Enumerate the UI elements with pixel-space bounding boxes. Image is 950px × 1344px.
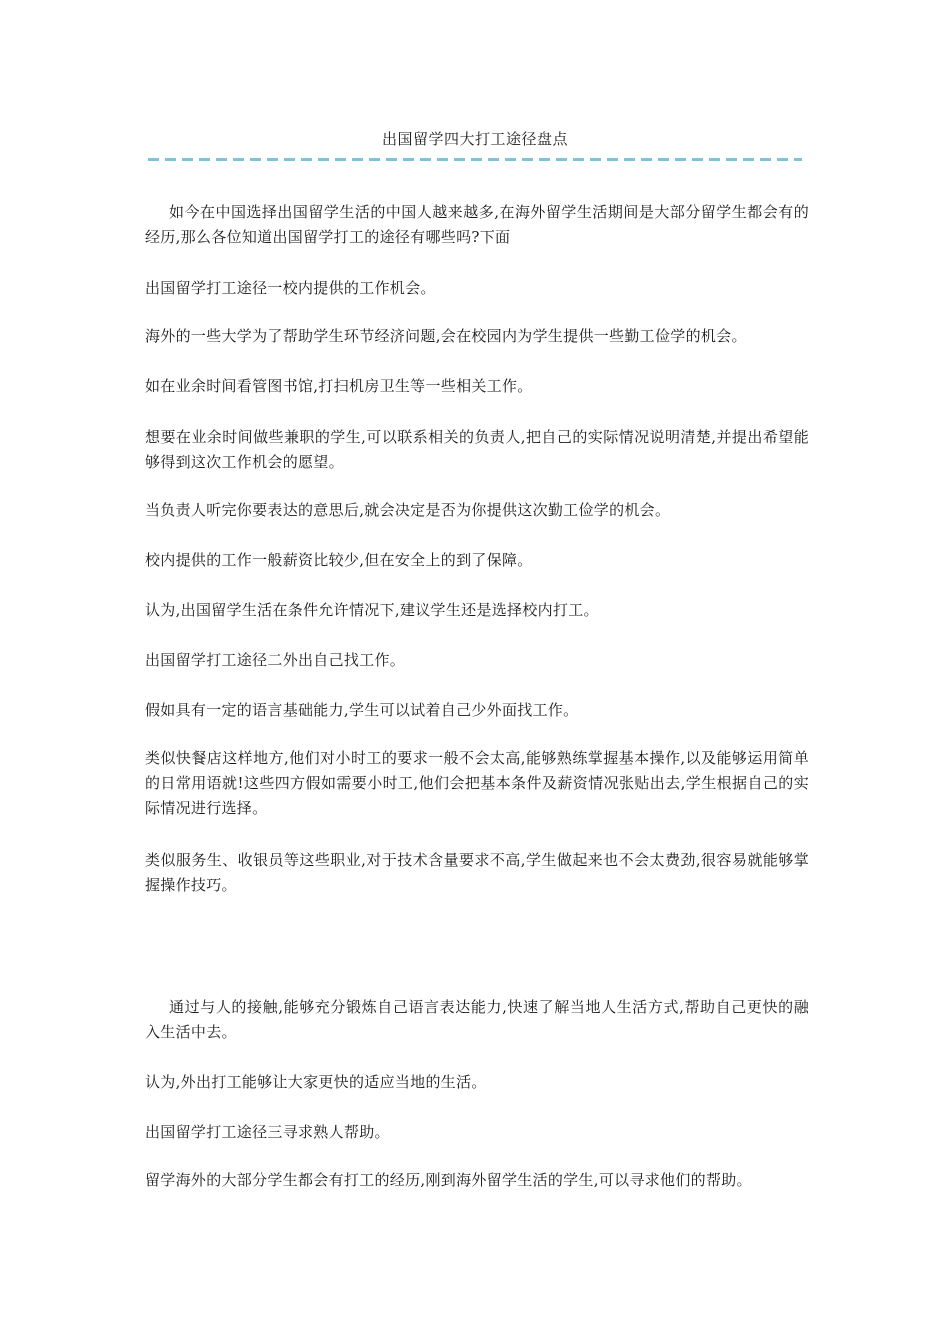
paragraph: 如在业余时间看管图书馆,打扫机房卫生等一些相关工作。: [145, 377, 533, 395]
paragraph: 海外的一些大学为了帮助学生环节经济问题,会在校园内为学生提供一些勤工俭学的机会。: [145, 327, 747, 345]
paragraph: 想要在业余时间做些兼职的学生,可以联系相关的负责人,把自己的实际情况说明清楚,并提出希望能够得到这次工作机会的愿望。: [145, 428, 809, 471]
paragraph: 类似快餐店这样地方,他们对小时工的要求一般不会太高,能够熟练掌握基本操作,以及能够运用简单的日常用语就!这些四方假如需要小时工,他们会把基本条件及薪资情况张贴出去,学生根据自己的实际情况进行选择。: [145, 749, 809, 817]
paragraph: 认为,外出打工能够让大家更快的适应当地的生活。: [145, 1073, 487, 1091]
paragraph-heading-route-1: 出国留学打工途径一校内提供的工作机会。: [145, 279, 436, 297]
paragraph-heading-route-3: 出国留学打工途径三寻求熟人帮助。: [145, 1123, 390, 1141]
paragraph-intro: 如今在中国选择出国留学生活的中国人越来越多,在海外留学生活期间是大部分留学生都会有的经历,那么各位知道出国留学打工的途径有哪些吗?下面: [145, 203, 809, 246]
paragraph: 当负责人听完你要表达的意思后,就会决定是否为你提供这次勤工俭学的机会。: [145, 501, 671, 519]
paragraph: 类似服务生、收银员等这些职业,对于技术含量要求不高,学生做起来也不会太费劲,很容易就能够掌握操作技巧。: [145, 851, 809, 894]
title-divider: [148, 158, 802, 161]
paragraph: 假如具有一定的语言基础能力,学生可以试着自己少外面找工作。: [145, 701, 579, 719]
paragraph: 留学海外的大部分学生都会有打工的经历,刚到海外留学生活的学生,可以寻求他们的帮助。: [145, 1171, 752, 1189]
paragraph: 校内提供的工作一般薪资比较少,但在安全上的到了保障。: [145, 551, 533, 569]
paragraph-heading-route-2: 出国留学打工途径二外出自己找工作。: [145, 651, 406, 669]
paragraph: 通过与人的接触,能够充分锻炼自己语言表达能力,快速了解当地人生活方式,帮助自己更快的融入生活中去。: [145, 998, 809, 1041]
paragraph: 认为,出国留学生活在条件允许情况下,建议学生还是选择校内打工。: [145, 601, 599, 619]
document-title: 出国留学四大打工途径盘点: [381, 130, 568, 148]
